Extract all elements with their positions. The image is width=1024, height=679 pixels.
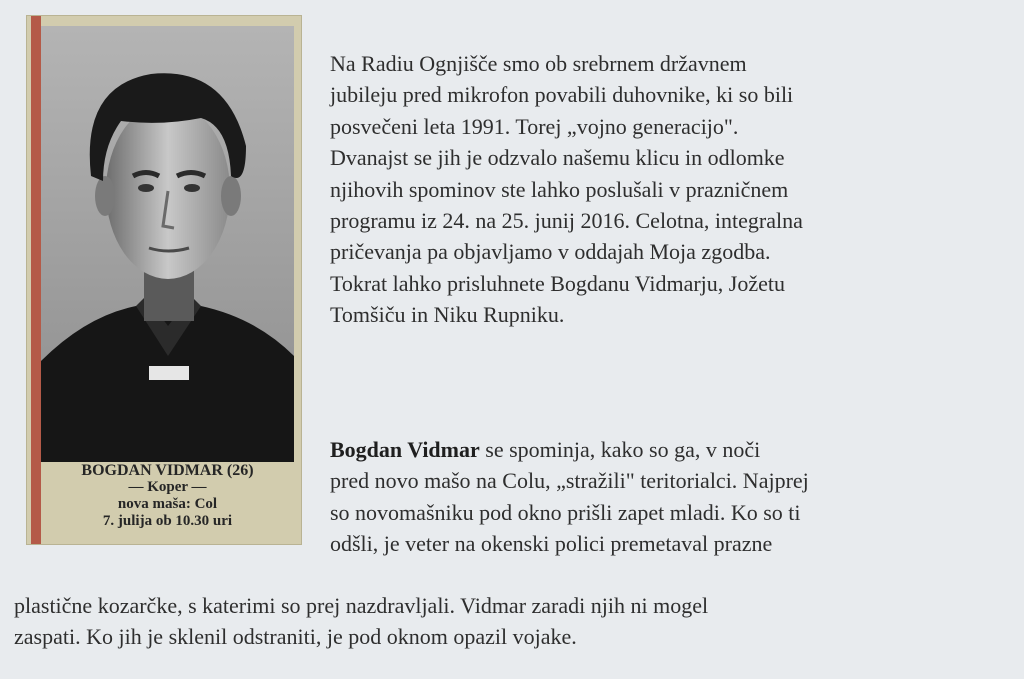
story-paragraph <box>330 434 809 560</box>
text-line: odšli, je veter na okenski polici premetaval prazne <box>330 531 773 557</box>
caption-first-mass: nova maša: Col <box>117 496 218 512</box>
text-line: zaspati. Ko jih je sklenil odstraniti, je pod oknom opazil vojake. <box>14 624 577 650</box>
text-span: se spominja, kako so ga, v noči <box>479 437 761 462</box>
priest-portrait-image <box>41 26 294 462</box>
text-line: so novomašniku pod okno prišli zapet mladi. Ko so ti <box>330 499 801 525</box>
text-line: programu iz 24. na 25. junij 2016. Celotna, integralna <box>330 208 803 234</box>
text-line: Na Radiu Ognjišče smo ob srebrnem državnem <box>330 51 747 76</box>
text-line: Dvanajst se jih je odzvalo našemu klicu in odlomke <box>330 145 785 171</box>
intro-paragraph <box>330 48 803 331</box>
text-line: Tokrat lahko prisluhnete Bogdanu Vidmarju, Jožetu <box>330 270 785 296</box>
text-line: posvečeni leta 1991. Torej „vojno generacijo". <box>330 113 739 139</box>
text-line: pričevanja pa objavljamo v oddajah Moja zgodba. <box>330 239 771 265</box>
text-line: jubileju pred mikrofon povabili duhovnike, ki so bili <box>330 82 794 108</box>
caption-date: 7. julija ob 10.30 uri <box>102 513 233 529</box>
person-name-bold: Bogdan Vidmar <box>330 437 480 462</box>
text-line: plastične kozarčke, s katerimi so prej nazdravljali. Vidmar zaradi njih ni mogel <box>14 593 709 618</box>
caption-name: BOGDAN VIDMAR (26) <box>81 462 254 479</box>
text-line: pred novo mašo na Colu, „stražili" teritorialci. Najprej <box>330 468 809 494</box>
text-line: njihovih spominov ste lahko poslušali v prazničnem <box>330 176 789 202</box>
priest-photo-card <box>27 16 301 544</box>
story-paragraph-continued <box>14 590 708 653</box>
photo-caption <box>41 462 294 530</box>
caption-place: — Koper — <box>128 479 207 495</box>
text-line <box>330 434 809 465</box>
card-edge <box>31 16 41 544</box>
portrait-illustration <box>41 26 294 462</box>
text-line: Tomšiču in Niku Rupniku. <box>330 302 565 328</box>
